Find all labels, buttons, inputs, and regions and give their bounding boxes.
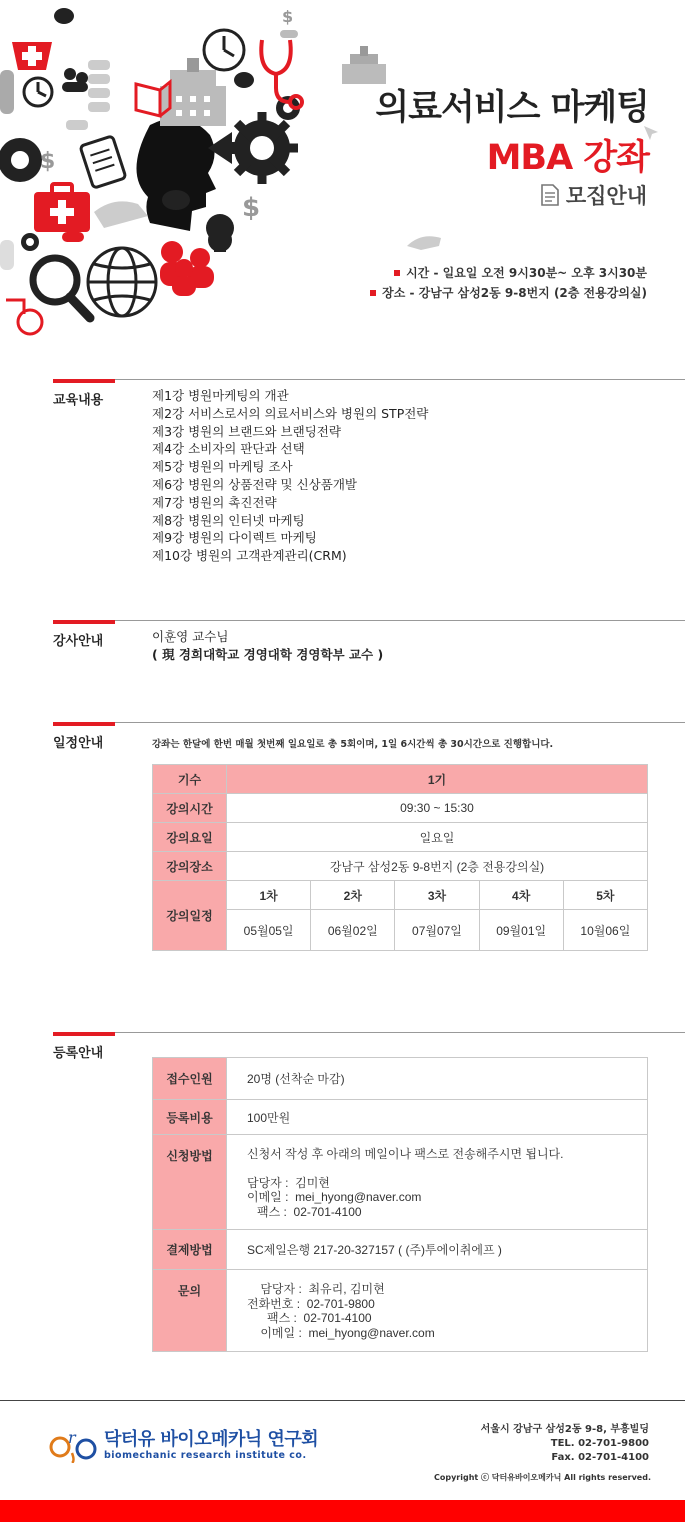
footer-address: 서울시 강남구 삼성2동 9-8, 부흥빌딩	[480, 1424, 649, 1435]
wheelchair-icon	[6, 300, 42, 334]
list-item: 제4강 소비자의 판단과 선택	[152, 441, 305, 457]
section-divider	[115, 379, 685, 380]
session-cell: 2차	[311, 881, 395, 910]
footer-divider	[0, 1400, 685, 1401]
inquiry-phone: 전화번호 : 02-701-9800	[247, 1296, 375, 1311]
footer-tel: TEL. 02-701-9800	[550, 1438, 649, 1449]
people-icon	[160, 241, 214, 296]
table-cell: SC제일은행 217-20-327157 ( (주)투에이취에프 )	[227, 1230, 648, 1270]
table-cell: 일요일	[227, 823, 648, 852]
bullet-icon	[394, 270, 400, 276]
registration-table	[152, 1057, 648, 1352]
recruit-heading	[540, 180, 647, 210]
place-info	[370, 284, 647, 301]
list-item: 제9강 병원의 다이렉트 마케팅	[152, 530, 317, 546]
section-divider	[115, 1032, 685, 1033]
section-title: 일정안내	[53, 736, 104, 751]
globe-icon	[88, 248, 156, 316]
handshake-icon	[94, 201, 148, 228]
head-icon	[136, 118, 216, 231]
apply-email: 이메일 : mei_hyong@naver.com	[247, 1190, 422, 1204]
schedule-intro: 강좌는 한달에 한번 매월 첫번째 일요일로 총 5회이며, 1일 6시간씩 총 30시간으로 진행합니다.	[152, 739, 554, 750]
section-title: 강사안내	[53, 634, 104, 649]
copyright: Copyright ⓒ 닥터유바이오메카닉 All rights reserved.	[433, 1473, 651, 1482]
table-label-cell: 결제방법	[153, 1230, 227, 1270]
date-cell: 10월06일	[563, 910, 647, 951]
footer-fax: Fax. 02-701-4100	[551, 1452, 649, 1463]
place-text: 장소 - 강남구 삼성2동 9-8번지 (2층 전용강의실)	[382, 286, 647, 300]
svg-text:r: r	[68, 1428, 76, 1447]
logo-name: 닥터유 바이오메카닉 연구회	[104, 1428, 319, 1450]
table-row	[153, 1100, 648, 1135]
education-section	[0, 379, 685, 579]
stethoscope-icon	[261, 40, 302, 108]
table-row	[153, 1230, 648, 1270]
date-cell: 09월01일	[479, 910, 563, 951]
dollar-icon: $	[40, 149, 56, 174]
date-cell: 07월07일	[395, 910, 479, 951]
table-label-cell: 등록비용	[153, 1100, 227, 1135]
table-row	[153, 881, 648, 910]
table-label-cell: 신청방법	[153, 1135, 227, 1230]
footer-contact	[481, 1423, 649, 1465]
table-cell: 20명 (선착순 마감)	[227, 1058, 648, 1100]
apply-fax: 팩스 : 02-701-4100	[247, 1204, 362, 1219]
handshake-icon	[405, 232, 443, 252]
document-icon	[540, 184, 560, 206]
table-cell	[227, 1270, 648, 1352]
section-accent-bar	[53, 379, 115, 383]
lecture-list	[152, 387, 428, 565]
list-item: 제3강 병원의 브랜드와 브랜딩전략	[152, 423, 341, 439]
list-item: 제5강 병원의 마케팅 조사	[152, 459, 293, 475]
table-header-cell: 기수	[153, 765, 227, 794]
table-row	[153, 1270, 648, 1352]
clock-icon	[24, 78, 52, 106]
clock-icon	[204, 30, 244, 70]
footer-logo	[48, 1427, 318, 1463]
list-item: 제8강 병원의 인터넷 마케팅	[152, 512, 305, 528]
user-group-icon	[62, 68, 88, 92]
table-label-cell: 문의	[153, 1270, 227, 1352]
table-label-cell: 강의요일	[153, 823, 227, 852]
list-item: 제7강 병원의 촉진전략	[152, 494, 277, 510]
inquiry-fax: 팩스 : 02-701-4100	[247, 1311, 372, 1325]
inquiry-email: 이메일 : mei_hyong@naver.com	[247, 1325, 435, 1340]
list-item: 제1강 병원마케팅의 개관	[152, 388, 289, 403]
schedule-table	[152, 764, 648, 951]
logo-english: biomechanic research institute co.	[104, 1449, 307, 1461]
dollar-icon: $	[282, 7, 294, 26]
recruit-label: 모집안내	[565, 184, 647, 208]
table-row	[153, 794, 648, 823]
session-cell: 3차	[395, 881, 479, 910]
table-row	[153, 910, 648, 951]
teacher-name: 이훈영 교수님	[152, 629, 229, 644]
table-header-cell: 1기	[227, 765, 648, 794]
time-text: 시간 - 일요일 오전 9시30분~ 오후 3시30분	[406, 266, 647, 280]
section-title: 교육내용	[53, 393, 104, 408]
list-item: 제2강 서비스로서의 의료서비스와 병원의 STP전략	[152, 405, 429, 421]
apply-contact: 담당자 : 김미현	[247, 1175, 330, 1190]
table-row	[153, 852, 648, 881]
schedule-section	[0, 722, 685, 972]
teacher-info	[152, 628, 383, 664]
registration-section	[0, 1032, 685, 1362]
page-title: 의료서비스 마케팅	[375, 88, 649, 128]
table-cell: 강남구 삼성2동 9-8번지 (2층 전용강의실)	[227, 852, 648, 881]
list-item: 제6강 병원의 상품전략 및 신상품개발	[152, 476, 357, 492]
document-icon	[80, 136, 126, 188]
date-cell: 05월05일	[227, 910, 311, 951]
hospital-icon	[342, 44, 386, 84]
session-cell: 4차	[479, 881, 563, 910]
section-divider	[115, 722, 685, 723]
section-accent-bar	[53, 722, 115, 726]
teacher-affiliation: ( 現 경희대학교 경영대학 경영학부 교수 )	[152, 647, 384, 662]
section-accent-bar	[53, 1032, 115, 1036]
header-banner	[0, 0, 685, 345]
cup-icon	[12, 42, 52, 70]
teacher-section	[0, 620, 685, 680]
medical-icon-collage	[0, 0, 330, 345]
table-row	[153, 1135, 648, 1230]
first-aid-kit-icon	[34, 184, 90, 232]
session-cell: 1차	[227, 881, 311, 910]
list-item: 제10강 병원의 고객관계관리(CRM)	[152, 548, 347, 564]
apply-text: 신청서 작성 후 아래의 메일이나 팩스로 전송해주시면 됩니다.	[247, 1147, 564, 1161]
table-cell: 100만원	[227, 1100, 648, 1135]
section-divider	[115, 620, 685, 621]
table-label-cell: 강의장소	[153, 852, 227, 881]
table-row	[153, 765, 648, 794]
table-label-cell: 강의일정	[153, 881, 227, 951]
table-row	[153, 1058, 648, 1100]
section-accent-bar	[53, 620, 115, 624]
time-info	[394, 264, 647, 281]
session-cell: 5차	[563, 881, 647, 910]
dollar-icon: $	[242, 193, 261, 223]
section-title: 등록안내	[53, 1046, 104, 1061]
date-cell: 06월02일	[311, 910, 395, 951]
table-row	[153, 823, 648, 852]
inquiry-contact: 담당자 : 최유리, 김미현	[247, 1282, 385, 1296]
logo-text	[104, 1430, 318, 1461]
magnifier-icon	[33, 258, 90, 318]
table-cell: 09:30 ~ 15:30	[227, 794, 648, 823]
footer-red-bar	[0, 1500, 685, 1522]
table-label-cell: 강의시간	[153, 794, 227, 823]
bullet-icon	[370, 290, 376, 296]
table-cell	[227, 1135, 648, 1230]
page-subtitle: MBA 강좌	[486, 138, 649, 178]
logo-icon	[48, 1427, 98, 1463]
table-label-cell: 접수인원	[153, 1058, 227, 1100]
